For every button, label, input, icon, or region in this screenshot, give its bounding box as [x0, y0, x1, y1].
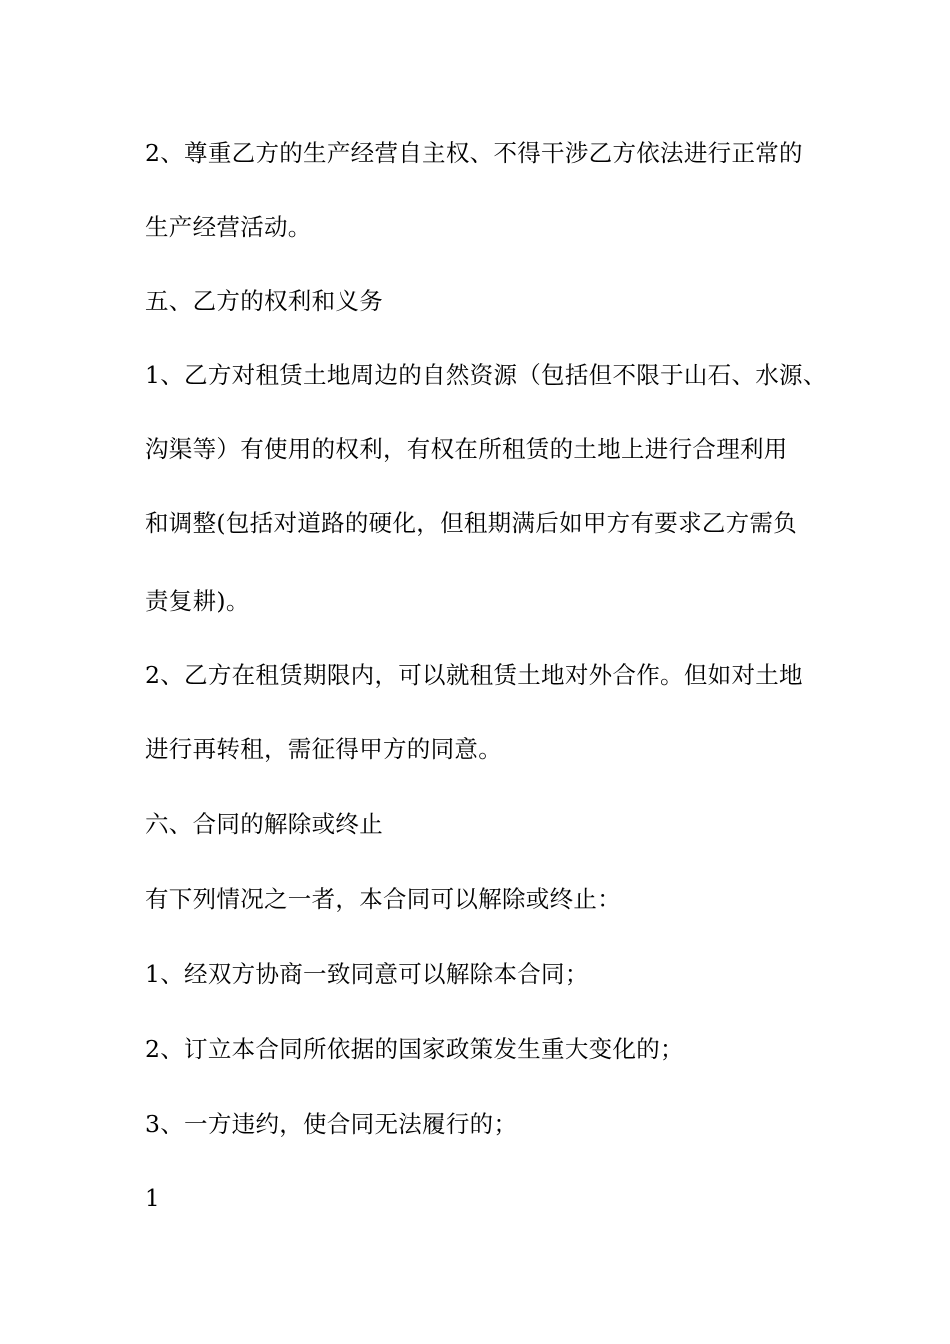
page-number: 1 [145, 1186, 160, 1212]
section-heading: 五、乙方的权利和义务 [145, 287, 383, 315]
paragraph-line: 责复耕)。 [145, 587, 250, 615]
list-item: 1、经双方协商一致同意可以解除本合同； [145, 960, 589, 988]
section-heading: 六、合同的解除或终止 [145, 810, 383, 838]
list-item: 3、一方违约，使合同无法履行的； [145, 1110, 518, 1138]
paragraph-line: 生产经营活动。 [145, 213, 312, 241]
paragraph-line: 和调整(包括对道路的硬化，但租期满后如甲方有要求乙方需负 [145, 509, 798, 537]
paragraph-line: 进行再转租，需征得甲方的同意。 [145, 735, 502, 763]
paragraph-line: 沟渠等）有使用的权利，有权在所租赁的土地上进行合理利用 [145, 435, 788, 463]
paragraph-line: 2、尊重乙方的生产经营自主权、不得干涉乙方依法进行正常的 [145, 139, 803, 167]
paragraph-line: 2、乙方在租赁期限内，可以就租赁土地对外合作。但如对土地 [145, 661, 803, 689]
list-item: 2、订立本合同所依据的国家政策发生重大变化的； [145, 1035, 684, 1063]
paragraph-line: 有下列情况之一者，本合同可以解除或终止： [145, 885, 621, 913]
paragraph-line: 1、乙方对租赁土地周边的自然资源（包括但不限于山石、水源、 [145, 361, 827, 389]
